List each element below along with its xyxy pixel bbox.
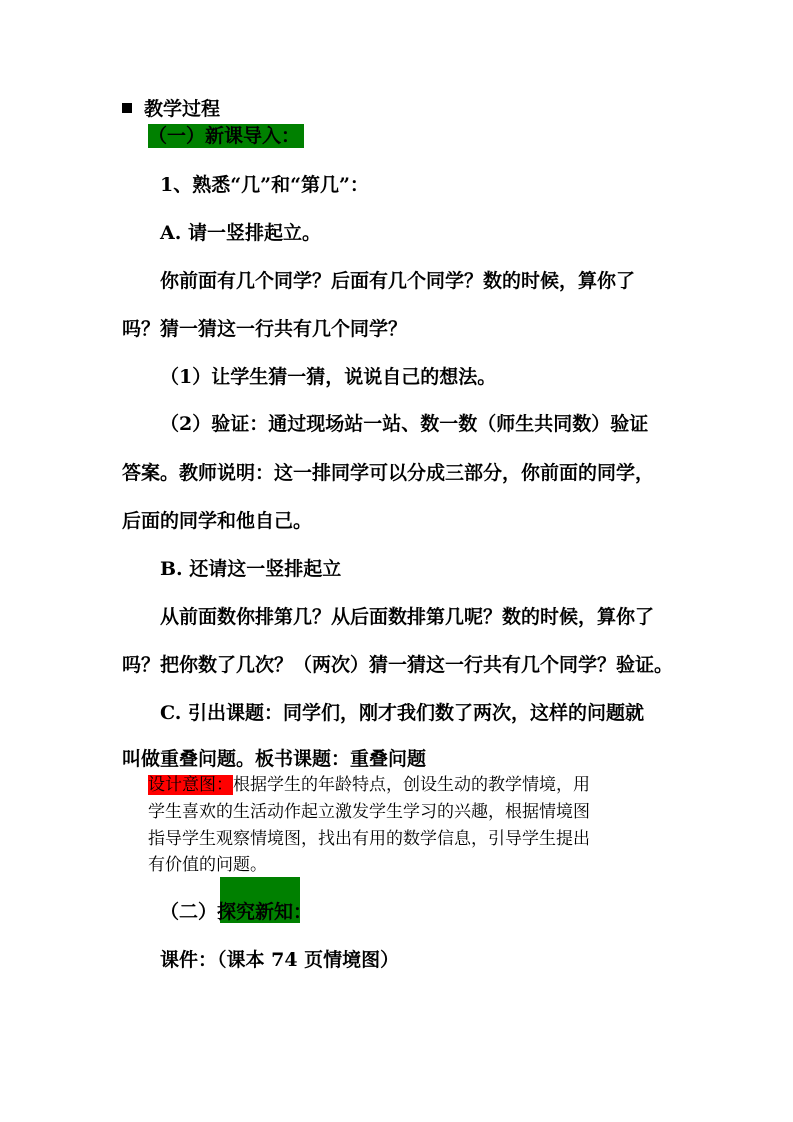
item-b-paragraph-line-2: 吗？把你数了几次？（两次）猜一猜这一行共有几个同学？验证。 bbox=[122, 654, 674, 676]
explore-label: 探究新知 bbox=[217, 901, 294, 923]
section-heading bbox=[122, 97, 220, 121]
design-intent-line-1 bbox=[148, 773, 590, 797]
item-b-title: B. 还请这一竖排起立 bbox=[160, 558, 342, 580]
item-a-step-1: （1）让学生猜一猜，说说自己的想法。 bbox=[160, 366, 497, 388]
design-intent-line-3: 指导学生观察情境图，找出有用的数学信息，引导学生提出 bbox=[148, 829, 590, 849]
item-a-title: A. 请一竖排起立。 bbox=[160, 222, 321, 244]
item-c-line-1: C. 引出课题：同学们，刚才我们数了两次，这样的问题就 bbox=[160, 702, 645, 724]
explore-suffix: ： bbox=[293, 901, 313, 923]
item-a-step-2-line-2: 答案。教师说明：这一排同学可以分成三部分，你前面的同学， bbox=[122, 462, 655, 484]
item-1-title: 1、熟悉“几”和“第几”： bbox=[160, 174, 369, 196]
intro-section-label: （一）新课导入： bbox=[148, 124, 304, 148]
design-intent-line-2: 学生喜欢的生活动作起立激发学生学习的兴趣，根据情境图 bbox=[148, 802, 590, 822]
explore-prefix: （二） bbox=[160, 901, 218, 923]
design-intent-text-1: 根据学生的年龄特点，创设生动的教学情境，用 bbox=[233, 775, 590, 795]
courseware-line: 课件：（课本 74 页情境图） bbox=[160, 949, 400, 971]
item-c-line-2: 叫做重叠问题。板书课题：重叠问题 bbox=[122, 748, 427, 770]
design-intent-label: 设计意图： bbox=[148, 775, 233, 795]
item-a-step-2-line-3: 后面的同学和他自己。 bbox=[122, 510, 313, 532]
design-intent-line-4: 有价值的问题。 bbox=[148, 855, 267, 875]
section-heading-title: 教学过程 bbox=[144, 98, 221, 120]
item-a-paragraph-line-1: 你前面有几个同学？后面有几个同学？数的时候，算你了 bbox=[160, 270, 636, 292]
black-square-icon bbox=[122, 103, 132, 113]
item-a-step-2-line-1: （2）验证：通过现场站一站、数一数（师生共同数）验证 bbox=[160, 413, 649, 435]
item-b-paragraph-line-1: 从前面数你排第几？从后面数排第几呢？数的时候，算你了 bbox=[160, 606, 655, 628]
explore-section-label bbox=[160, 900, 312, 924]
item-a-paragraph-line-2: 吗？猜一猜这一行共有几个同学？ bbox=[122, 318, 408, 340]
